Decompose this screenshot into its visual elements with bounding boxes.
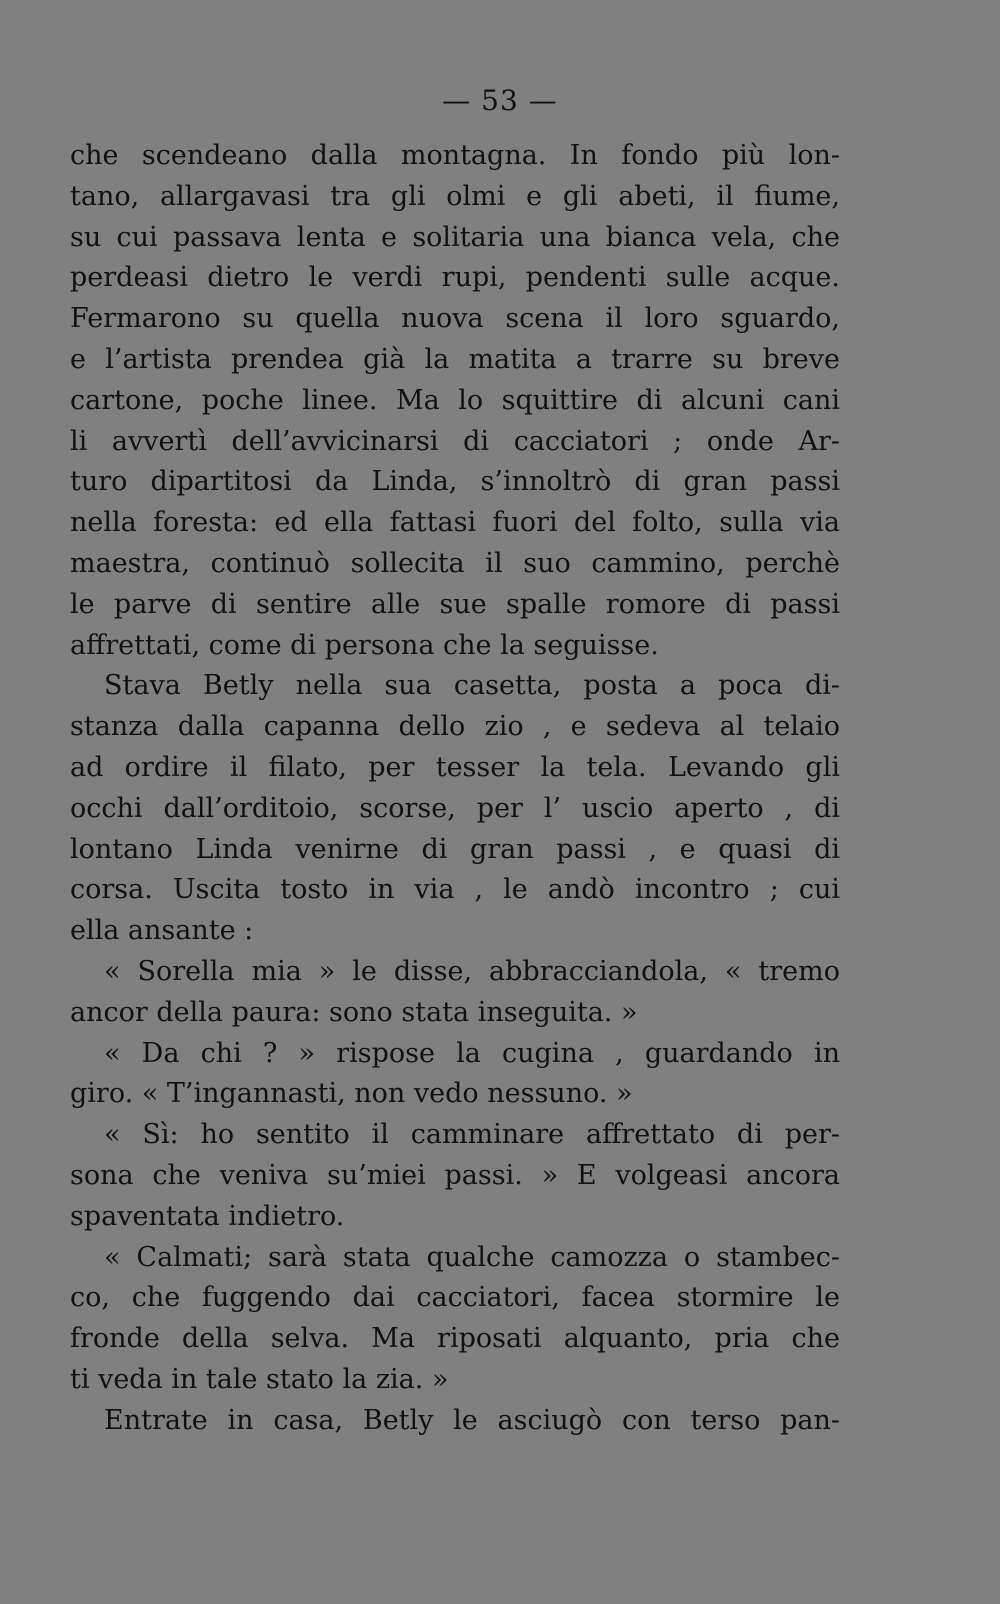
text-line: corsa. Uscita tosto in via , le andò incontro ; cui	[70, 874, 840, 906]
text-line: « Da chi ? » rispose la cugina , guardando in	[104, 1037, 840, 1069]
text-line: « Sì: ho sentito il camminare affrettato di per-	[104, 1119, 840, 1151]
text-line: perdeasi dietro le verdi rupi, pendenti sulle acque.	[70, 262, 840, 294]
page-number: — 53 —	[442, 84, 558, 117]
text-line: Entrate in casa, Betly le asciugò con terso pan-	[104, 1404, 840, 1436]
text-line: occhi dall’orditoio, scorse, per l’ uscio aperto , di	[70, 792, 840, 824]
text-line: ancor della paura: sono stata inseguita. »	[70, 996, 638, 1028]
text-line: e l’artista prendea già la matita a trarre su breve	[70, 343, 840, 375]
text-line: le parve di sentire alle sue spalle romore di passi	[70, 588, 840, 620]
text-line: su cui passava lenta e solitaria una bianca vela, che	[70, 221, 840, 253]
text-line: cartone, poche linee. Ma lo squittire di alcuni cani	[70, 384, 840, 416]
text-line: giro. « T’ingannasti, non vedo nessuno. »	[70, 1078, 633, 1110]
text-line: Fermarono su quella nuova scena il loro sguardo,	[70, 303, 840, 335]
text-line: nella foresta: ed ella fattasi fuori del folto, sulla via	[70, 507, 840, 539]
text-line: stanza dalla capanna dello zio , e sedeva al telaio	[70, 711, 840, 743]
text-line: « Sorella mia » le disse, abbracciandola, « tremo	[104, 955, 840, 987]
text-line: « Calmati; sarà stata qualche camozza o stambec-	[104, 1241, 840, 1273]
text-line: ad ordire il filato, per tesser la tela. Levando gli	[70, 751, 840, 783]
text-line: ti veda in tale stato la zia. »	[70, 1363, 449, 1395]
text-line: affrettati, come di persona che la seguisse.	[70, 629, 659, 661]
text-line: che scendeano dalla montagna. In fondo più lon-	[70, 140, 840, 171]
text-line: lontano Linda venirne di gran passi , e quasi di	[70, 833, 840, 865]
text-line: maestra, continuò sollecita il suo cammino, perchè	[70, 547, 840, 579]
text-line: ella ansante :	[70, 915, 254, 947]
text-line: fronde della selva. Ma riposati alquanto, pria che	[70, 1323, 840, 1355]
text-line: co, che fuggendo dai cacciatori, facea stormire le	[70, 1282, 840, 1314]
body-text	[70, 136, 840, 1442]
text-line: li avvertì dell’avvicinarsi di cacciatori ; onde Ar-	[70, 425, 840, 457]
text-line: turo dipartitosi da Linda, s’innoltrò di gran passi	[70, 466, 840, 498]
text-line: sona che veniva su’miei passi. » E volgeasi ancora	[70, 1159, 840, 1191]
text-line: Stava Betly nella sua casetta, posta a poca di-	[104, 670, 840, 702]
text-line: tano, allargavasi tra gli olmi e gli abeti, il fiume,	[70, 180, 840, 212]
text-line: spaventata indietro.	[70, 1200, 345, 1232]
